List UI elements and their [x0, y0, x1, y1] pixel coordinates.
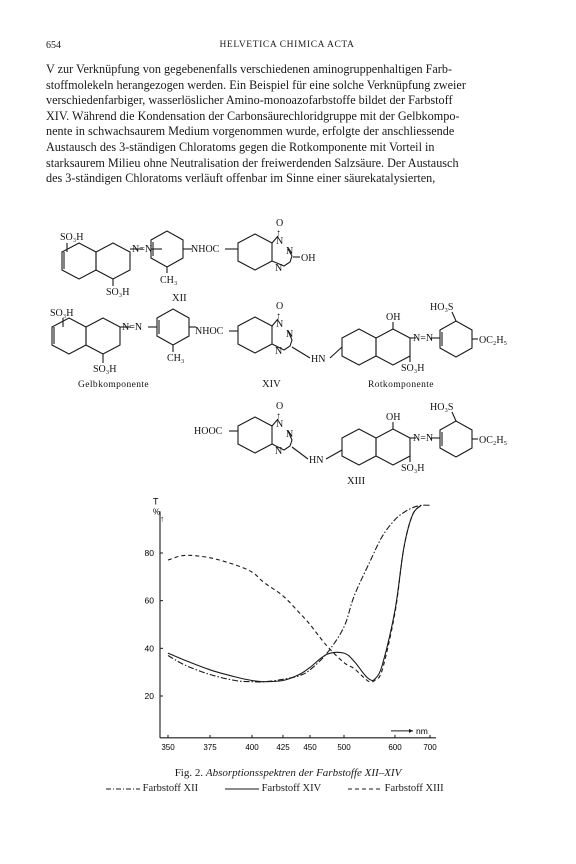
x-tick-label: 600	[388, 742, 402, 752]
xiv-gelbkomponente: Gelbkomponente	[78, 380, 150, 390]
paragraph-line: starksaurem Milieu ohne Neutralisation der freiwerdenden Salzsäure. Der Austausch	[46, 155, 459, 170]
xiv-oh: OH	[386, 312, 401, 323]
paragraph-line: Austausch des 3-ständigen Chloratoms gegen die Rotkomponente mit Vorteil in	[46, 139, 435, 154]
x-tick-label: 375	[203, 742, 217, 752]
xii-oh: OH	[301, 253, 316, 264]
xii-amide: NHOC	[191, 244, 220, 255]
paragraph-line: V zur Verknüpfung von gegebenenfalls verschiedenen aminogruppenhaltigen Farb-	[46, 62, 453, 76]
xiv-rotkomponente: Rotkomponente	[368, 380, 434, 390]
xiii-n3: N	[275, 446, 283, 457]
xiv-so3h-right: SO₃H	[401, 363, 425, 374]
xiii-oh: OH	[386, 412, 401, 423]
series-line-farbstoff-xiii	[168, 505, 421, 682]
y-tick-label: 20	[144, 691, 154, 701]
xiv-hn: HN	[311, 354, 326, 365]
xiii-ho3s: HO₃S	[430, 402, 454, 413]
page-number: 654	[46, 40, 61, 51]
xiii-n2: N	[286, 429, 294, 440]
xiv-azo2: N=N	[413, 333, 434, 344]
xiv-amide: NHOC	[195, 326, 224, 337]
xii-arrow: ↑	[276, 228, 281, 239]
x-unit-arrowhead	[409, 729, 413, 733]
x-unit-label: nm	[416, 725, 428, 736]
x-tick-label: 450	[303, 742, 317, 752]
xii-n2: N	[286, 246, 294, 257]
paragraph-line: nente in schwachsaurem Medium vorgenommen wurde, erfolgte der anschliessende	[46, 124, 455, 139]
series-line-farbstoff-xiv	[168, 505, 421, 681]
xiv-ch3: CH₃	[167, 353, 185, 364]
series-line-farbstoff-xii	[168, 505, 430, 682]
journal-title: HELVETICA CHIMICA ACTA	[219, 40, 355, 50]
xiv-ho3s: HO₃S	[430, 302, 454, 313]
y-axis-unit: %	[153, 507, 161, 517]
legend-swatch-dashed	[348, 786, 382, 792]
paragraph-line: stoffmolekeln herangezogen werden. Ein Beispiel für eine solche Verknüpfung zweier	[46, 77, 466, 92]
xiii-n1: N	[276, 419, 284, 430]
x-tick-label: 700	[423, 742, 437, 752]
paragraph-line: verschiedenfarbiger, wasserlöslicher Amino-monoazofarbstoffe bildet der Farbstoff	[46, 93, 453, 108]
xiv-arrow: ↑	[276, 311, 281, 322]
xiv-oc2h5: OC₂H₅	[479, 335, 508, 346]
legend-label: Farbstoff XIII	[384, 783, 444, 794]
xii-so3h-bottom: SO₃H	[106, 287, 130, 298]
x-tick-label: 425	[276, 742, 290, 752]
xiv-n1: N	[276, 319, 284, 330]
y-axis-arrow: ↑	[160, 514, 164, 524]
xii-n-oxide-o: O	[276, 218, 284, 229]
y-axis-title: T	[153, 496, 159, 507]
xiv-n-oxide-o: O	[276, 301, 284, 312]
figure-number: Fig. 2.	[174, 767, 204, 779]
legend-label: Farbstoff XII	[142, 783, 199, 794]
xiv-n2: N	[286, 329, 294, 340]
legend-item-xiv	[225, 783, 321, 794]
xii-label: XII	[172, 293, 187, 304]
xii-ch3: CH₃	[160, 275, 178, 286]
xiii-azo: N=N	[413, 433, 434, 444]
y-tick-label: 40	[144, 643, 154, 654]
legend-swatch-solid	[225, 786, 259, 792]
xiii-n-oxide-o: O	[276, 401, 284, 412]
figure-title: Absorptionsspektren der Farbstoffe XII–XIV	[205, 767, 402, 779]
xii-azo: N=N	[132, 244, 153, 255]
xiv-so3h-bottom: SO₃H	[93, 364, 117, 375]
xii-n1: N	[276, 236, 284, 247]
legend-label: Farbstoff XIV	[261, 783, 322, 794]
xiii-hooc: HOOC	[194, 426, 223, 437]
y-tick-label: 60	[144, 595, 154, 606]
xii-n3: N	[275, 263, 283, 274]
xiv-label: XIV	[262, 379, 281, 390]
xiii-so3h: SO₃H	[401, 463, 425, 474]
legend-item-xiii	[348, 783, 444, 794]
xiii-arrow: ↑	[276, 411, 281, 422]
x-tick-label: 400	[245, 742, 259, 752]
xiv-so3h-top: SO₃H	[50, 308, 74, 319]
x-tick-label: 500	[337, 742, 351, 752]
legend-item-xii	[106, 783, 198, 794]
xiv-azo: N=N	[122, 322, 143, 333]
xiii-oc2h5: OC₂H₅	[479, 435, 508, 446]
xii-so3h-top: SO₃H	[60, 232, 84, 243]
xiii-hn: HN	[309, 455, 324, 466]
xiii-label: XIII	[347, 476, 366, 487]
figure-caption	[0, 767, 576, 779]
paragraph-line: XIV. Während die Kondensation der Carbonsäurechloridgruppe mit der Gelbkompo-	[46, 108, 460, 123]
paragraph-line: des 3-ständigen Chloratoms verläuft offenbar im Sinne einer säurekatalysierten,	[46, 171, 436, 186]
xiv-n3: N	[275, 346, 283, 357]
x-tick-label: 350	[161, 742, 175, 752]
legend-swatch-dash-dot	[106, 786, 140, 792]
y-tick-label: 80	[144, 548, 154, 558]
